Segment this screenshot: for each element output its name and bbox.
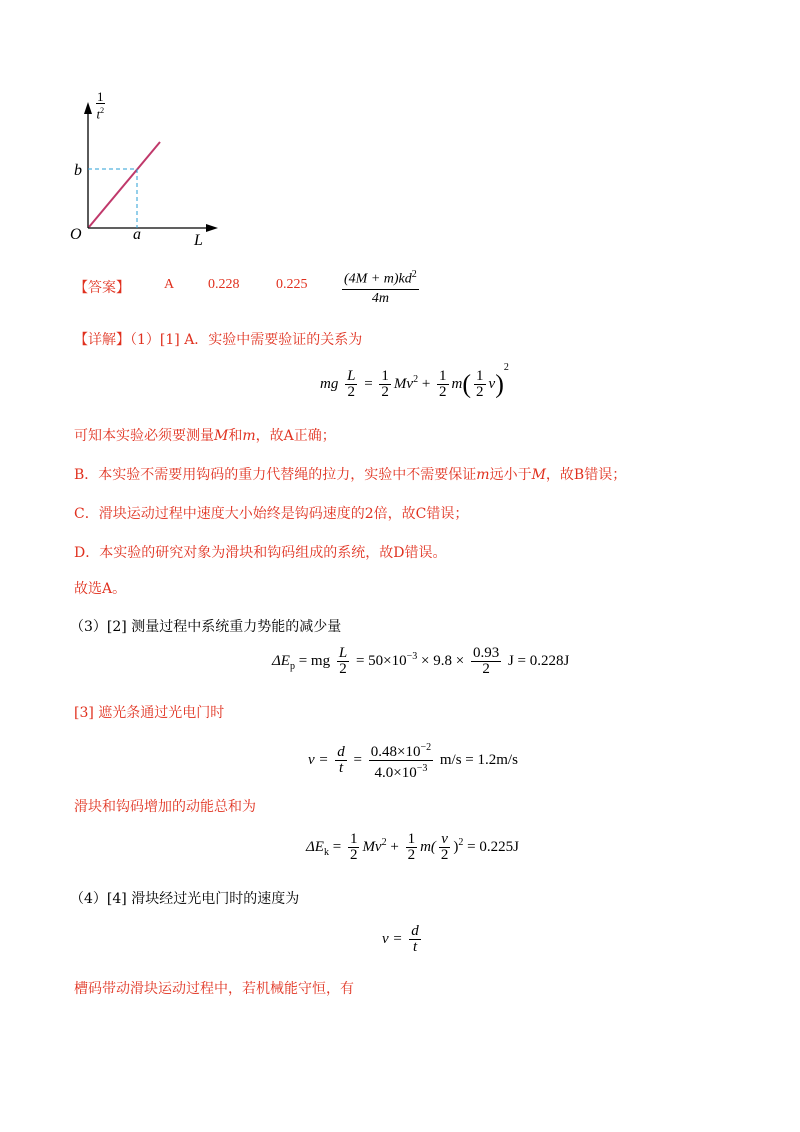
- equation-5: [382, 924, 424, 955]
- eq1-eq: =: [364, 376, 373, 392]
- origin-label: O: [70, 226, 82, 243]
- eq2-sub: p: [289, 660, 295, 672]
- eq1-lhs: mg: [320, 376, 339, 392]
- lineB-pre: B．本实验不需要用钩码的重力代替绳的拉力，实验中不需要保证: [74, 467, 477, 483]
- eq1-m: m: [451, 376, 463, 392]
- eq2-exp: −3: [406, 650, 418, 662]
- answer-4: [342, 266, 419, 308]
- eq4-exp2: 2: [458, 836, 464, 848]
- answer-4-num: (4M + m)kd: [344, 271, 412, 287]
- eq4-lhs: ΔE: [306, 838, 324, 855]
- eq1-one: 1: [381, 368, 389, 385]
- lineB-M: M: [531, 467, 546, 483]
- b-label: b: [74, 162, 82, 179]
- lineB-m: m: [476, 467, 490, 483]
- eq2-mid2: = 50×10: [352, 652, 407, 669]
- eq4-eq: =: [328, 838, 345, 855]
- eq3-den: 4.0×10: [374, 765, 417, 781]
- eq3-eq: =: [349, 751, 366, 768]
- eq2-d: 2: [482, 661, 490, 677]
- detail-part3: （3）[2] 测量过程中系统重力势能的减少量: [70, 619, 342, 635]
- eq2-L: L: [338, 645, 348, 661]
- answer-label: 【答案】: [74, 280, 130, 296]
- eq1-L: L: [347, 368, 356, 385]
- eq1-2b: 2: [381, 384, 389, 401]
- eq2-n: 0.93: [472, 645, 500, 661]
- answer-4-num-exp: 2: [411, 269, 417, 280]
- eq1-2a: 2: [347, 384, 356, 401]
- eq2-lhs: ΔE: [272, 652, 290, 669]
- eq5-d: d: [411, 923, 419, 939]
- equation-4: [306, 832, 519, 863]
- answer-2: 0.228: [208, 277, 240, 292]
- graph: [60, 88, 230, 258]
- eq5-lhs: v =: [382, 930, 407, 947]
- detail-part4: （4）[4] 滑块经过光电门时的速度为: [70, 891, 300, 907]
- lineB-post: ，故B错误；: [545, 467, 627, 483]
- lineB-mid: 远小于: [489, 467, 532, 483]
- equation-3: [308, 740, 518, 781]
- y-axis-label: [96, 90, 105, 121]
- eq4-close: ): [453, 838, 459, 855]
- eq4-tail: = 0.225J: [463, 838, 519, 855]
- x-label: L: [194, 232, 203, 249]
- eq1-exp: 2: [413, 374, 419, 385]
- detail-line-c: C．滑块运动过程中速度大小始终是钩码速度的2倍，故C错误；: [74, 506, 469, 522]
- eq2-mid3: × 9.8 ×: [417, 652, 468, 669]
- eq1-2d: 2: [476, 384, 484, 401]
- detail-part3c: 滑块和钩码增加的动能总和为: [74, 799, 256, 815]
- eq4-exp: 2: [381, 836, 387, 848]
- eq4-Mv: Mv: [362, 838, 382, 855]
- line1-post: ，故A正确；: [255, 428, 336, 444]
- eq2-mid1: = mg: [294, 652, 331, 669]
- detail-line-d: D．本实验的研究对象为滑块和钩码组成的系统，故D错误。: [74, 545, 447, 561]
- detail-label: 【详解】: [74, 332, 130, 348]
- eq4-plus: +: [386, 838, 403, 855]
- equation-1: mg $\frac{L}{2}$ = $\frac{1}{2}$ Mv$^2$ + $\frac{1}{2}$ m( $\frac{1}{2}$ v)$^2$: [320, 362, 509, 401]
- eq3-t: t: [338, 760, 344, 776]
- detail-line-1: [74, 426, 336, 446]
- eq1-one3: 1: [476, 368, 484, 385]
- y-axis-arrow-icon: [84, 102, 92, 114]
- eq3-num-exp: −2: [420, 742, 432, 753]
- eq1-plus: +: [421, 376, 431, 392]
- eq4-one2: 1: [407, 831, 416, 847]
- eq3-tail: m/s = 1.2m/s: [436, 751, 518, 768]
- eq1-2c: 2: [439, 384, 447, 401]
- detail-line-b: [74, 465, 626, 485]
- eq2-tail: J = 0.228J: [504, 652, 570, 669]
- eq5-t: t: [412, 939, 418, 955]
- x-axis-arrow-icon: [206, 224, 218, 232]
- eq1-one2: 1: [439, 368, 447, 385]
- eq4-one: 1: [349, 831, 358, 847]
- eq4-2c: 2: [440, 847, 449, 863]
- equation-2: [272, 646, 569, 677]
- line1-pre: 可知本实验必须要测量: [74, 428, 214, 444]
- y-label-den: t: [96, 106, 101, 122]
- line1-M: M: [214, 428, 229, 444]
- eq4-m: m(: [420, 838, 436, 855]
- y-label-num: 1: [97, 89, 104, 104]
- detail-choose: 故选A。: [74, 581, 127, 597]
- eq3-num: 0.48×10: [370, 744, 421, 760]
- answer-1: A: [164, 277, 175, 292]
- eq1-exp2: 2: [503, 362, 509, 373]
- eq1-Mv: Mv: [393, 376, 414, 392]
- eq2-2: 2: [339, 661, 347, 677]
- eq4-v: v: [441, 831, 448, 847]
- detail-last: 槽码带动滑块运动过程中，若机械能守恒，有: [74, 981, 354, 997]
- line1-mid: 和: [228, 428, 243, 444]
- detail-part3b: [3] 遮光条通过光电门时: [74, 705, 225, 721]
- answer-4-den: 4m: [371, 290, 389, 306]
- eq4-sub: k: [323, 846, 329, 858]
- a-label: a: [133, 226, 141, 243]
- detail-intro: [74, 330, 362, 350]
- data-line: [89, 142, 160, 227]
- eq4-2a: 2: [349, 847, 358, 863]
- eq3-den-exp: −3: [416, 763, 428, 774]
- eq4-2b: 2: [407, 847, 416, 863]
- answer-3: 0.225: [276, 277, 308, 292]
- line1-m: m: [242, 428, 256, 444]
- eq3-d: d: [337, 744, 345, 760]
- y-label-den-exp: 2: [100, 106, 105, 115]
- eq1-v: v: [488, 376, 496, 392]
- eq3-lhs: v =: [308, 751, 333, 768]
- detail-intro-text: （1）[1] A．实验中需要验证的关系为: [130, 332, 363, 348]
